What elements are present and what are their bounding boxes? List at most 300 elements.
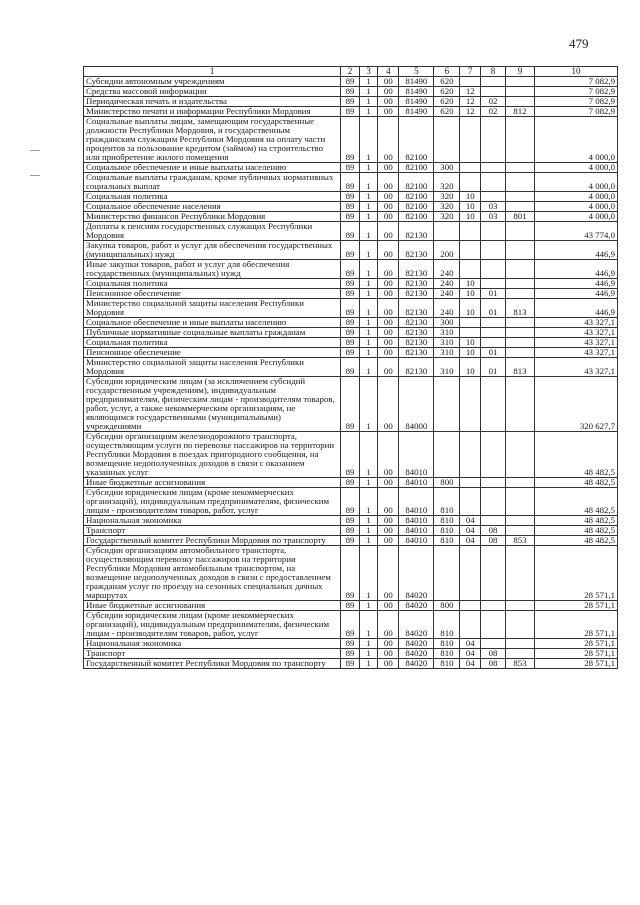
cell-amount: 43 327,1 bbox=[535, 318, 618, 328]
cell-col3: 1 bbox=[359, 516, 378, 526]
cell-col2: 89 bbox=[341, 649, 360, 659]
row-name: Социальная политика bbox=[84, 338, 341, 348]
table-header-row bbox=[84, 67, 618, 77]
cell-col5: 81490 bbox=[399, 87, 434, 97]
cell-col9 bbox=[505, 328, 534, 338]
cell-col7: 10 bbox=[460, 279, 481, 289]
cell-amount: 4 000,0 bbox=[535, 202, 618, 212]
cell-col9 bbox=[505, 289, 534, 299]
row-name: Министерство печати и информации Республики Мордовия bbox=[84, 107, 341, 117]
row-name: Государственный комитет Республики Мордовия по транспорту bbox=[84, 659, 341, 669]
table-row bbox=[84, 260, 618, 279]
cell-col8 bbox=[481, 611, 506, 639]
row-name: Доплаты к пенсиям государственных служащих Республики Мордовия bbox=[84, 222, 341, 241]
table-row bbox=[84, 377, 618, 432]
cell-col7 bbox=[460, 318, 481, 328]
cell-col3: 1 bbox=[359, 289, 378, 299]
cell-col3: 1 bbox=[359, 348, 378, 358]
table-row bbox=[84, 289, 618, 299]
cell-col2: 89 bbox=[341, 87, 360, 97]
table-row bbox=[84, 432, 618, 478]
table-row bbox=[84, 299, 618, 318]
cell-col2: 89 bbox=[341, 377, 360, 432]
cell-col2: 89 bbox=[341, 241, 360, 260]
column-header: 7 bbox=[460, 67, 481, 77]
cell-col8 bbox=[481, 260, 506, 279]
cell-col8: 01 bbox=[481, 348, 506, 358]
cell-col2: 89 bbox=[341, 117, 360, 163]
table-row bbox=[84, 117, 618, 163]
row-name: Социальная политика bbox=[84, 192, 341, 202]
cell-col3: 1 bbox=[359, 192, 378, 202]
table-row bbox=[84, 488, 618, 516]
cell-col6 bbox=[434, 117, 460, 163]
cell-col9: 801 bbox=[505, 212, 534, 222]
cell-col7: 10 bbox=[460, 348, 481, 358]
cell-col8 bbox=[481, 163, 506, 173]
row-name: Субсидии юридическим лицам (за исключением субсидий государственным учреждениям), индивидуальным предпринимателям, физическим лицам - производителям товаров, работ, услуг, а также некоммерческим организациям, не являющимся государственными (муниципальными) учреждениями bbox=[84, 377, 341, 432]
cell-col3: 1 bbox=[359, 649, 378, 659]
cell-amount: 43 327,1 bbox=[535, 358, 618, 377]
cell-col9 bbox=[505, 97, 534, 107]
cell-col5: 81490 bbox=[399, 107, 434, 117]
cell-col2: 89 bbox=[341, 289, 360, 299]
cell-col7 bbox=[460, 173, 481, 192]
cell-amount: 48 482,5 bbox=[535, 488, 618, 516]
table-row bbox=[84, 546, 618, 601]
cell-col9: 813 bbox=[505, 299, 534, 318]
cell-col9 bbox=[505, 649, 534, 659]
cell-col9 bbox=[505, 241, 534, 260]
cell-col5: 84010 bbox=[399, 526, 434, 536]
cell-col8 bbox=[481, 488, 506, 516]
table-row bbox=[84, 163, 618, 173]
cell-col4: 00 bbox=[378, 117, 399, 163]
cell-col5: 81490 bbox=[399, 97, 434, 107]
cell-col2: 89 bbox=[341, 611, 360, 639]
table-row bbox=[84, 241, 618, 260]
cell-col5: 82130 bbox=[399, 328, 434, 338]
cell-col7: 04 bbox=[460, 639, 481, 649]
cell-col7: 10 bbox=[460, 192, 481, 202]
cell-col8: 01 bbox=[481, 289, 506, 299]
cell-col4: 00 bbox=[378, 338, 399, 348]
table-row bbox=[84, 659, 618, 669]
cell-col3: 1 bbox=[359, 299, 378, 318]
cell-col6: 620 bbox=[434, 97, 460, 107]
column-header: 6 bbox=[434, 67, 460, 77]
cell-amount: 446,9 bbox=[535, 241, 618, 260]
cell-col8: 01 bbox=[481, 299, 506, 318]
cell-col6: 300 bbox=[434, 163, 460, 173]
cell-col2: 89 bbox=[341, 601, 360, 611]
cell-col6: 810 bbox=[434, 649, 460, 659]
cell-col4: 00 bbox=[378, 163, 399, 173]
cell-col8: 03 bbox=[481, 212, 506, 222]
cell-col4: 00 bbox=[378, 432, 399, 478]
cell-col8: 02 bbox=[481, 97, 506, 107]
cell-col6: 310 bbox=[434, 328, 460, 338]
cell-col6: 810 bbox=[434, 639, 460, 649]
cell-amount: 320 627,7 bbox=[535, 377, 618, 432]
cell-col3: 1 bbox=[359, 659, 378, 669]
cell-col7 bbox=[460, 260, 481, 279]
cell-col4: 00 bbox=[378, 289, 399, 299]
cell-col5: 82100 bbox=[399, 117, 434, 163]
cell-col2: 89 bbox=[341, 348, 360, 358]
table-row bbox=[84, 222, 618, 241]
cell-col3: 1 bbox=[359, 163, 378, 173]
table-row bbox=[84, 348, 618, 358]
table-row bbox=[84, 649, 618, 659]
cell-col5: 82130 bbox=[399, 338, 434, 348]
row-name: Социальное обеспечение и иные выплаты населению bbox=[84, 163, 341, 173]
cell-col7: 10 bbox=[460, 212, 481, 222]
cell-amount: 48 482,5 bbox=[535, 526, 618, 536]
cell-col7 bbox=[460, 546, 481, 601]
cell-col3: 1 bbox=[359, 358, 378, 377]
cell-col2: 89 bbox=[341, 299, 360, 318]
table-row bbox=[84, 536, 618, 546]
cell-col4: 00 bbox=[378, 601, 399, 611]
cell-col9: 812 bbox=[505, 107, 534, 117]
cell-col7 bbox=[460, 488, 481, 516]
cell-col4: 00 bbox=[378, 478, 399, 488]
row-name: Пенсионное обеспечение bbox=[84, 289, 341, 299]
cell-col8 bbox=[481, 601, 506, 611]
row-name: Национальная экономика bbox=[84, 516, 341, 526]
cell-amount: 446,9 bbox=[535, 279, 618, 289]
page-number: 479 bbox=[569, 36, 589, 51]
cell-col3: 1 bbox=[359, 546, 378, 601]
cell-col3: 1 bbox=[359, 478, 378, 488]
cell-col6: 810 bbox=[434, 516, 460, 526]
cell-col8: 08 bbox=[481, 649, 506, 659]
cell-col2: 89 bbox=[341, 279, 360, 289]
cell-col6: 810 bbox=[434, 536, 460, 546]
cell-col4: 00 bbox=[378, 659, 399, 669]
table-row bbox=[84, 338, 618, 348]
cell-col3: 1 bbox=[359, 173, 378, 192]
cell-col6: 810 bbox=[434, 659, 460, 669]
cell-col5: 81490 bbox=[399, 77, 434, 87]
cell-col2: 89 bbox=[341, 212, 360, 222]
cell-col4: 00 bbox=[378, 328, 399, 338]
cell-col6: 310 bbox=[434, 348, 460, 358]
cell-col7 bbox=[460, 117, 481, 163]
cell-col2: 89 bbox=[341, 536, 360, 546]
row-name: Иные бюджетные ассигнования bbox=[84, 478, 341, 488]
row-name: Субсидии юридическим лицам (кроме некоммерческих организаций), индивидуальным предпринимателям, физическим лицам - производителям товаров, работ, услуг bbox=[84, 488, 341, 516]
cell-amount: 4 000,0 bbox=[535, 117, 618, 163]
cell-col4: 00 bbox=[378, 260, 399, 279]
cell-col7 bbox=[460, 77, 481, 87]
cell-amount: 7 082,9 bbox=[535, 77, 618, 87]
cell-col7: 10 bbox=[460, 338, 481, 348]
row-name: Пенсионное обеспечение bbox=[84, 348, 341, 358]
table-row bbox=[84, 97, 618, 107]
cell-col8 bbox=[481, 117, 506, 163]
row-name: Транспорт bbox=[84, 649, 341, 659]
row-name: Периодическая печать и издательства bbox=[84, 97, 341, 107]
table-row bbox=[84, 516, 618, 526]
cell-col8 bbox=[481, 546, 506, 601]
cell-amount: 7 082,9 bbox=[535, 87, 618, 97]
cell-col7: 12 bbox=[460, 107, 481, 117]
row-name: Закупка товаров, работ и услуг для обеспечения государственных (муниципальных) нужд bbox=[84, 241, 341, 260]
cell-col3: 1 bbox=[359, 97, 378, 107]
cell-col8 bbox=[481, 241, 506, 260]
cell-col4: 00 bbox=[378, 488, 399, 516]
cell-col5: 84010 bbox=[399, 536, 434, 546]
cell-col5: 84020 bbox=[399, 601, 434, 611]
cell-col6: 320 bbox=[434, 202, 460, 212]
cell-col5: 82100 bbox=[399, 202, 434, 212]
row-name: Субсидии юридическим лицам (кроме некоммерческих организаций), индивидуальным предпринимателям, физическим лицам - производителям товаров, работ, услуг bbox=[84, 611, 341, 639]
cell-col7: 10 bbox=[460, 289, 481, 299]
cell-col2: 89 bbox=[341, 163, 360, 173]
row-name: Социальная политика bbox=[84, 279, 341, 289]
table-row bbox=[84, 358, 618, 377]
cell-col5: 84020 bbox=[399, 611, 434, 639]
cell-col2: 89 bbox=[341, 77, 360, 87]
cell-col8 bbox=[481, 192, 506, 202]
cell-col7 bbox=[460, 377, 481, 432]
cell-col9 bbox=[505, 279, 534, 289]
cell-col5: 84010 bbox=[399, 432, 434, 478]
cell-amount: 28 571,1 bbox=[535, 639, 618, 649]
cell-col3: 1 bbox=[359, 318, 378, 328]
cell-col8 bbox=[481, 432, 506, 478]
column-header: 8 bbox=[481, 67, 506, 77]
cell-col2: 89 bbox=[341, 97, 360, 107]
cell-col8: 08 bbox=[481, 536, 506, 546]
cell-col5: 84000 bbox=[399, 377, 434, 432]
cell-col2: 89 bbox=[341, 222, 360, 241]
cell-col6: 800 bbox=[434, 478, 460, 488]
cell-amount: 4 000,0 bbox=[535, 163, 618, 173]
row-name: Государственный комитет Республики Мордовия по транспорту bbox=[84, 536, 341, 546]
cell-col2: 89 bbox=[341, 516, 360, 526]
cell-col8: 02 bbox=[481, 107, 506, 117]
cell-col3: 1 bbox=[359, 488, 378, 516]
cell-col9 bbox=[505, 338, 534, 348]
cell-col9: 853 bbox=[505, 536, 534, 546]
cell-col5: 84010 bbox=[399, 488, 434, 516]
cell-col8: 03 bbox=[481, 202, 506, 212]
cell-col4: 00 bbox=[378, 516, 399, 526]
cell-amount: 48 482,5 bbox=[535, 478, 618, 488]
table-row bbox=[84, 611, 618, 639]
row-name: Национальная экономика bbox=[84, 639, 341, 649]
cell-col6: 320 bbox=[434, 173, 460, 192]
column-header: 9 bbox=[505, 67, 534, 77]
cell-col7: 10 bbox=[460, 202, 481, 212]
row-name: Иные закупки товаров, работ и услуг для обеспечения государственных (муниципальных) нужд bbox=[84, 260, 341, 279]
cell-col6: 320 bbox=[434, 192, 460, 202]
cell-col5: 82130 bbox=[399, 299, 434, 318]
cell-col7 bbox=[460, 478, 481, 488]
cell-amount: 4 000,0 bbox=[535, 212, 618, 222]
row-name: Субсидии организациям автомобильного транспорта, осуществляющим перевозку пассажиров на территории Республики Мордовия автомобильным транспортом, на возмещение недополученных доходов в связи с предоставлением гражданам услуг по проезду на сезонных специальных дачных маршрутах bbox=[84, 546, 341, 601]
cell-col7 bbox=[460, 432, 481, 478]
cell-col4: 00 bbox=[378, 97, 399, 107]
cell-col6 bbox=[434, 222, 460, 241]
cell-col9 bbox=[505, 601, 534, 611]
cell-col4: 00 bbox=[378, 107, 399, 117]
cell-col7: 10 bbox=[460, 358, 481, 377]
cell-col5: 84020 bbox=[399, 546, 434, 601]
cell-col6: 620 bbox=[434, 77, 460, 87]
cell-col7: 04 bbox=[460, 516, 481, 526]
cell-col9 bbox=[505, 87, 534, 97]
cell-col3: 1 bbox=[359, 328, 378, 338]
cell-col4: 00 bbox=[378, 546, 399, 601]
cell-amount: 446,9 bbox=[535, 299, 618, 318]
cell-col2: 89 bbox=[341, 546, 360, 601]
row-name: Транспорт bbox=[84, 526, 341, 536]
cell-col9 bbox=[505, 318, 534, 328]
cell-col3: 1 bbox=[359, 611, 378, 639]
cell-col7: 12 bbox=[460, 97, 481, 107]
column-header: 5 bbox=[399, 67, 434, 77]
cell-col2: 89 bbox=[341, 338, 360, 348]
cell-col5: 82100 bbox=[399, 212, 434, 222]
cell-col9 bbox=[505, 260, 534, 279]
cell-col4: 00 bbox=[378, 348, 399, 358]
cell-amount: 48 482,5 bbox=[535, 536, 618, 546]
cell-col7: 10 bbox=[460, 299, 481, 318]
table-row bbox=[84, 318, 618, 328]
cell-col7 bbox=[460, 241, 481, 260]
cell-col6: 300 bbox=[434, 318, 460, 328]
cell-col4: 00 bbox=[378, 358, 399, 377]
cell-col4: 00 bbox=[378, 173, 399, 192]
cell-col6: 310 bbox=[434, 338, 460, 348]
cell-col4: 00 bbox=[378, 536, 399, 546]
cell-col9 bbox=[505, 526, 534, 536]
cell-col9 bbox=[505, 202, 534, 212]
cell-col5: 84010 bbox=[399, 516, 434, 526]
cell-amount: 4 000,0 bbox=[535, 173, 618, 192]
cell-col4: 00 bbox=[378, 87, 399, 97]
cell-col4: 00 bbox=[378, 639, 399, 649]
cell-col4: 00 bbox=[378, 77, 399, 87]
cell-col5: 82130 bbox=[399, 358, 434, 377]
cell-col5: 84020 bbox=[399, 649, 434, 659]
row-name: Средства массовой информации bbox=[84, 87, 341, 97]
cell-col9 bbox=[505, 639, 534, 649]
cell-col6 bbox=[434, 546, 460, 601]
row-name: Социальное обеспечение и иные выплаты населению bbox=[84, 318, 341, 328]
cell-col7 bbox=[460, 163, 481, 173]
table-row bbox=[84, 87, 618, 97]
cell-col9 bbox=[505, 77, 534, 87]
cell-amount: 28 571,1 bbox=[535, 649, 618, 659]
column-header: 1 bbox=[84, 67, 341, 77]
cell-col7: 04 bbox=[460, 649, 481, 659]
cell-col6: 240 bbox=[434, 279, 460, 289]
cell-col8: 08 bbox=[481, 526, 506, 536]
cell-col3: 1 bbox=[359, 87, 378, 97]
table-row bbox=[84, 202, 618, 212]
cell-col3: 1 bbox=[359, 241, 378, 260]
table-row bbox=[84, 639, 618, 649]
cell-col3: 1 bbox=[359, 222, 378, 241]
cell-col5: 82130 bbox=[399, 318, 434, 328]
table-row bbox=[84, 478, 618, 488]
cell-col8 bbox=[481, 222, 506, 241]
cell-col9 bbox=[505, 222, 534, 241]
cell-col6: 620 bbox=[434, 107, 460, 117]
cell-col9 bbox=[505, 348, 534, 358]
cell-col8 bbox=[481, 328, 506, 338]
cell-amount: 43 327,1 bbox=[535, 328, 618, 338]
cell-col5: 82130 bbox=[399, 348, 434, 358]
cell-col5: 84020 bbox=[399, 659, 434, 669]
column-header: 2 bbox=[341, 67, 360, 77]
cell-col2: 89 bbox=[341, 318, 360, 328]
cell-col4: 00 bbox=[378, 318, 399, 328]
cell-col6: 310 bbox=[434, 358, 460, 377]
cell-col8 bbox=[481, 87, 506, 97]
cell-col6: 620 bbox=[434, 87, 460, 97]
cell-col5: 82130 bbox=[399, 279, 434, 289]
table-row bbox=[84, 328, 618, 338]
cell-col3: 1 bbox=[359, 377, 378, 432]
cell-amount: 43 774,0 bbox=[535, 222, 618, 241]
cell-col3: 1 bbox=[359, 432, 378, 478]
cell-col3: 1 bbox=[359, 639, 378, 649]
budget-table bbox=[83, 66, 618, 669]
cell-col6: 320 bbox=[434, 212, 460, 222]
cell-col6: 810 bbox=[434, 611, 460, 639]
margin-mark bbox=[30, 150, 40, 151]
table-row bbox=[84, 173, 618, 192]
cell-col9: 813 bbox=[505, 358, 534, 377]
cell-col8 bbox=[481, 338, 506, 348]
margin-mark bbox=[30, 175, 40, 176]
cell-col9 bbox=[505, 163, 534, 173]
cell-col6 bbox=[434, 377, 460, 432]
cell-col9 bbox=[505, 192, 534, 202]
cell-col4: 00 bbox=[378, 299, 399, 318]
cell-col7 bbox=[460, 222, 481, 241]
cell-col6: 810 bbox=[434, 488, 460, 516]
cell-amount: 28 571,1 bbox=[535, 546, 618, 601]
cell-col2: 89 bbox=[341, 432, 360, 478]
cell-amount: 48 482,5 bbox=[535, 432, 618, 478]
cell-col5: 82100 bbox=[399, 163, 434, 173]
cell-col5: 84010 bbox=[399, 478, 434, 488]
cell-col5: 84020 bbox=[399, 639, 434, 649]
cell-col8 bbox=[481, 77, 506, 87]
cell-col3: 1 bbox=[359, 202, 378, 212]
cell-col8 bbox=[481, 318, 506, 328]
cell-col2: 89 bbox=[341, 526, 360, 536]
cell-col3: 1 bbox=[359, 536, 378, 546]
cell-col8 bbox=[481, 279, 506, 289]
table-row bbox=[84, 279, 618, 289]
cell-col5: 82130 bbox=[399, 260, 434, 279]
column-header: 3 bbox=[359, 67, 378, 77]
cell-col4: 00 bbox=[378, 611, 399, 639]
cell-col7: 04 bbox=[460, 526, 481, 536]
row-name: Публичные нормативные социальные выплаты гражданам bbox=[84, 328, 341, 338]
cell-col2: 89 bbox=[341, 202, 360, 212]
cell-col9 bbox=[505, 173, 534, 192]
cell-col9 bbox=[505, 488, 534, 516]
